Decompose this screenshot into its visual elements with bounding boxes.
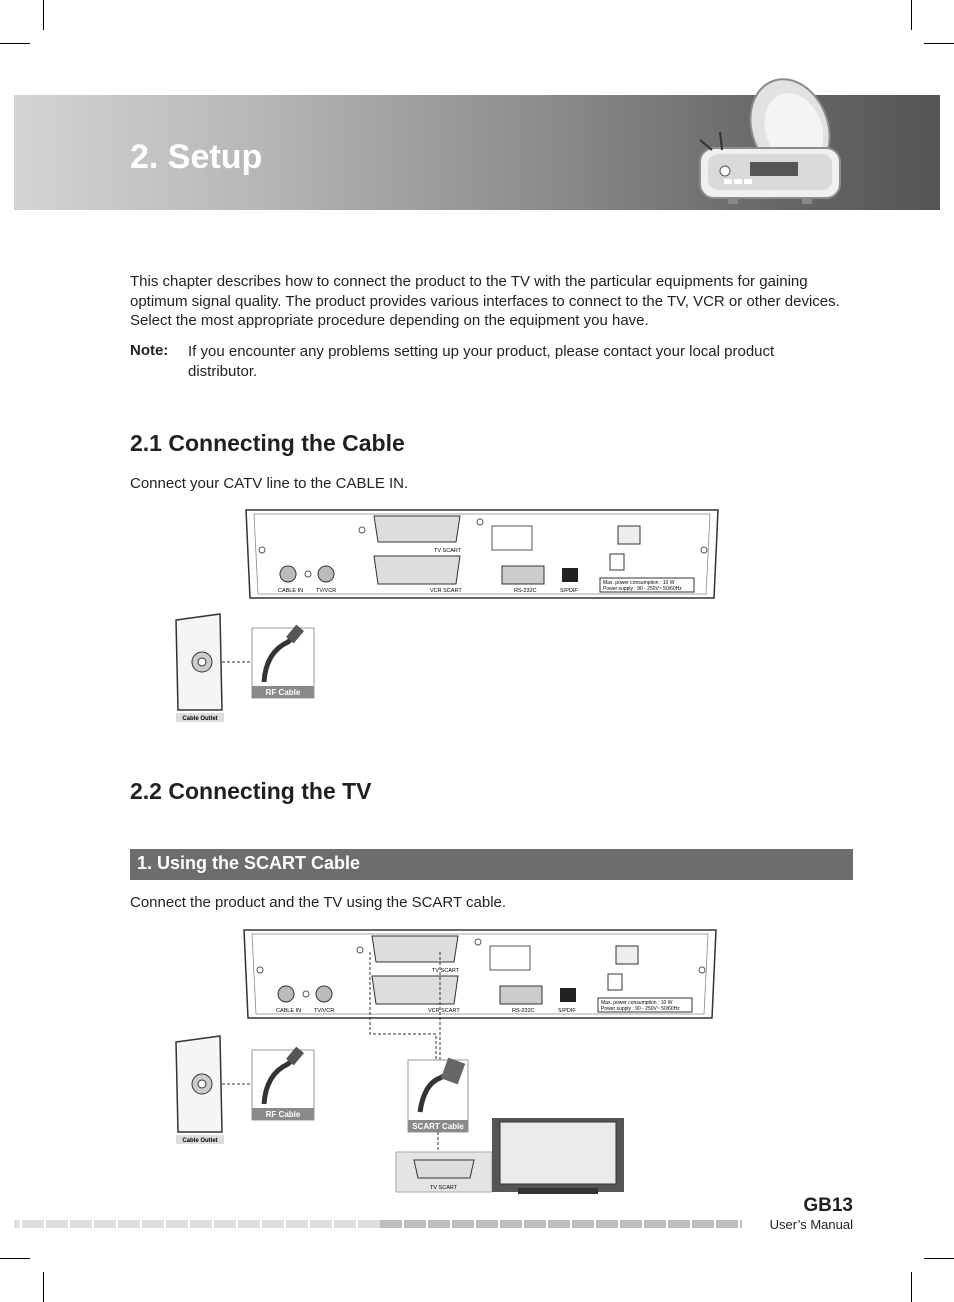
tv-vcr-label: TV/VCR bbox=[316, 588, 337, 594]
footer-stripe bbox=[14, 1220, 20, 1228]
rear-panel-diagram bbox=[244, 508, 720, 602]
crop-mark bbox=[0, 43, 30, 44]
intro-line: This chapter describes how to connect the product to the TV with the particular equipments for gaining bbox=[130, 273, 808, 290]
cable-outlet-label: Cable Outlet bbox=[182, 716, 218, 722]
intro-line: Select the most appropriate procedure depending on the equipment you have. bbox=[130, 312, 649, 329]
manual-label: User’s Manual bbox=[769, 1217, 853, 1232]
chapter-title: 2. Setup bbox=[130, 138, 263, 176]
note-text bbox=[188, 342, 828, 381]
sub-heading-bar bbox=[130, 849, 853, 880]
scart-tv-diagram bbox=[360, 952, 630, 1196]
rs232c-label: RS-232C bbox=[514, 588, 537, 594]
tv-vcr-label: TV/VCR bbox=[314, 1008, 335, 1014]
crop-mark bbox=[911, 0, 912, 30]
cable-outlet-diagram bbox=[170, 1034, 320, 1148]
note-line: If you encounter any problems setting up your product, please contact your local product bbox=[188, 343, 775, 360]
power-label: Max. power consumption : 10 W bbox=[601, 1000, 673, 1006]
note-line: distributor. bbox=[188, 362, 258, 380]
tv-scart-label: TV SCART bbox=[430, 1185, 458, 1191]
vcr-scart-label: VCR SCART bbox=[428, 1008, 460, 1014]
tv-scart-label: TV SCART bbox=[434, 548, 462, 554]
set-top-box-illustration bbox=[690, 70, 850, 215]
power-label: Power supply : 90 - 250V~ 50/60Hz bbox=[603, 586, 682, 592]
sub-heading: 1. Using the SCART Cable bbox=[137, 853, 361, 873]
cable-outlet-label: Cable Outlet bbox=[182, 1138, 218, 1144]
note-label: Note: bbox=[130, 342, 169, 359]
intro-line: optimum signal quality. The product provides various interfaces to connect to the TV, VCR or other devices. bbox=[130, 292, 840, 310]
footer-stripe bbox=[380, 1220, 742, 1228]
crop-mark bbox=[924, 43, 954, 44]
rs232c-label: RS-232C bbox=[512, 1008, 535, 1014]
crop-mark bbox=[43, 1272, 44, 1302]
rf-cable-label: RF Cable bbox=[265, 688, 301, 697]
crop-mark bbox=[911, 1272, 912, 1302]
power-label: Max. power consumption : 10 W bbox=[603, 580, 675, 586]
section-heading: 2.2 Connecting the TV bbox=[130, 778, 372, 804]
cable-in-label: CABLE IN bbox=[276, 1008, 302, 1014]
rf-cable-label: RF Cable bbox=[265, 1110, 301, 1119]
model-name: GB13 bbox=[803, 1195, 853, 1216]
spdif-label: S/PDIF bbox=[560, 588, 578, 594]
section-instruction: Connect your CATV line to the CABLE IN. bbox=[130, 475, 409, 492]
crop-mark bbox=[0, 1258, 30, 1259]
crop-mark bbox=[43, 0, 44, 30]
section-instruction: Connect the product and the TV using the SCART cable. bbox=[130, 894, 507, 911]
spdif-label: S/PDIF bbox=[558, 1008, 576, 1014]
power-label: Power supply : 90 - 250V~ 50/60Hz bbox=[601, 1006, 680, 1012]
section-heading: 2.1 Connecting the Cable bbox=[130, 430, 405, 456]
tv-scart-label: TV SCART bbox=[432, 968, 460, 974]
crop-mark bbox=[924, 1258, 954, 1259]
vcr-scart-label: VCR SCART bbox=[430, 588, 462, 594]
scart-cable-label: SCART Cable bbox=[412, 1122, 464, 1131]
cable-in-label: CABLE IN bbox=[278, 588, 304, 594]
cable-outlet-diagram bbox=[170, 612, 320, 726]
